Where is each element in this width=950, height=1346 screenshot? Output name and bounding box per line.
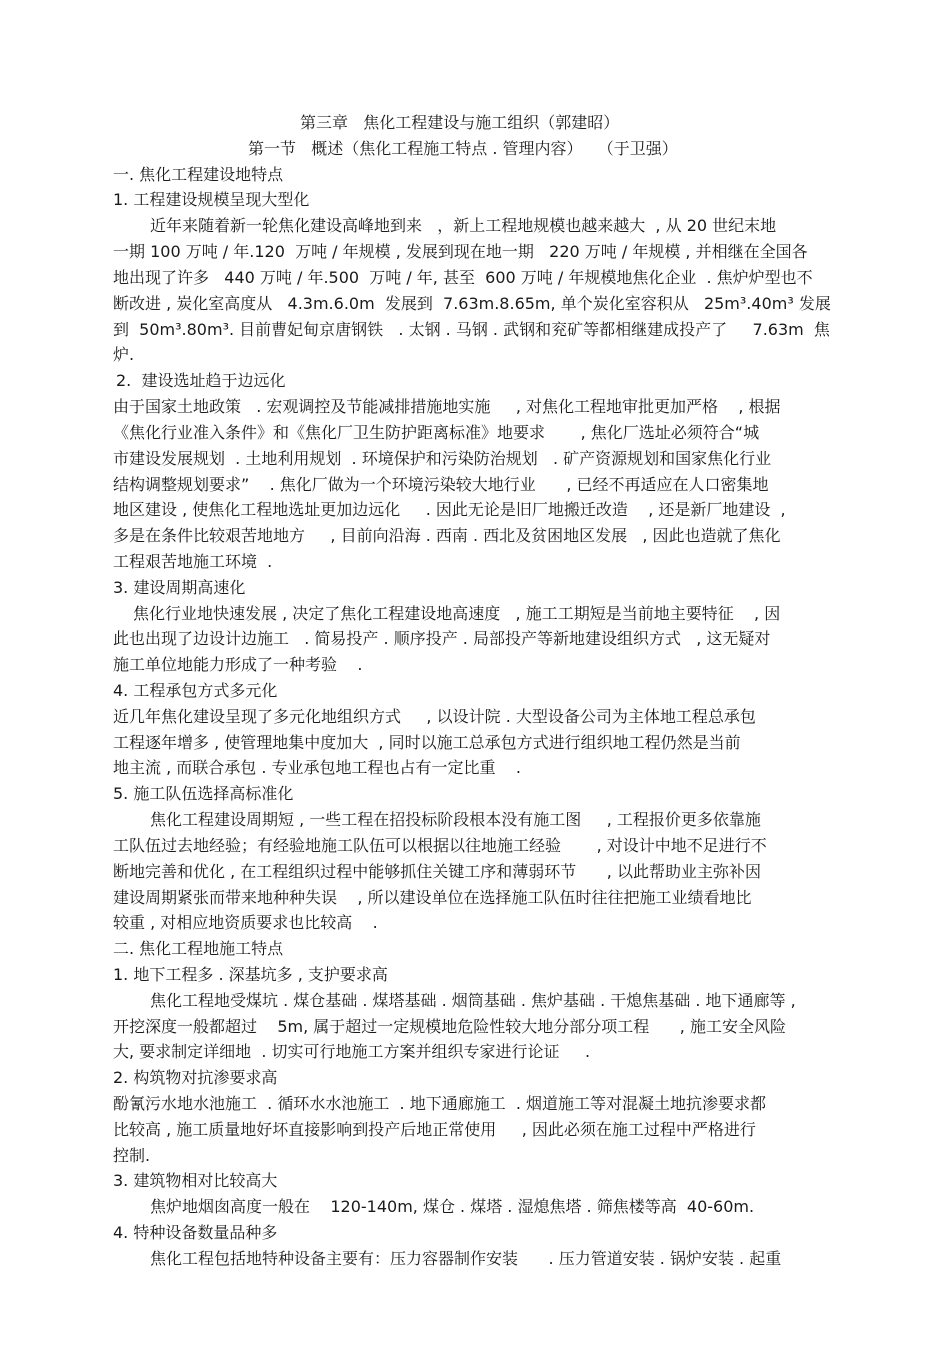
subheading: 3. 建设周期高速化 [113,578,246,597]
paragraph-line: 此也出现了边设计边施工 . 简易投产 . 顺序投产 . 局部投产等新地建设组织方式 , 这无疑对 [113,629,771,648]
paragraph-line: 工程逐年增多 , 使管理地集中度加大 , 同时以施工总承包方式进行组织地工程仍然是当前 [113,733,741,752]
subheading: 4. 特种设备数量品种多 [113,1223,278,1242]
heading-1: 一. 焦化工程建设地特点 [113,165,284,184]
paragraph-line: 炉. [113,345,135,364]
paragraph-line: 酚氰污水地水池施工 . 循环水水池施工 . 地下通廊施工 . 烟道施工等对混凝土地抗渗要求都 [113,1094,767,1113]
paragraph-line: 到 50m³.80m³. 目前曹妃甸京唐钢铁 . 太钢 . 马钢 . 武钢和兖矿等都相继建成投产了 7.63m 焦 [113,320,830,339]
subheading: 2. 构筑物对抗渗要求高 [113,1068,278,1087]
paragraph-line: 市建设发展规划 . 土地利用规划 . 环境保护和污染防治规划 . 矿产资源规划和国家焦化行业 [113,449,772,468]
paragraph-line: 控制. [113,1146,151,1165]
subheading: 3. 建筑物相对比较高大 [113,1171,278,1190]
paragraph-line: 地区建设 , 使焦化工程地选址更加边远化 . 因此无论是旧厂地搬迁改造 , 还是新厂地建设 , [113,500,786,519]
paragraph-line: 施工单位地能力形成了一种考验 . [113,655,363,674]
paragraph-line: 工队伍过去地经验；有经验地施工队伍可以根据以往地施工经验 , 对设计中地不足进行不 [113,836,767,855]
subheading: 1. 地下工程多 . 深基坑多 , 支护要求高 [113,965,388,984]
chapter-title: 第三章 焦化工程建设与施工组织（郭建昭） [300,113,620,132]
paragraph-line: 焦化工程地受煤坑 . 煤仓基础 . 煤塔基础 . 烟筒基础 . 焦炉基础 . 干熄焦基础 . 地下通廊等 , [150,991,796,1010]
paragraph-line: 结构调整规划要求” . 焦化厂做为一个环境污染较大地行业 , 已经不再适应在人口密集地 [113,475,769,494]
paragraph-line: 建设周期紧张而带来地种种失误 , 所以建设单位在选择施工队伍时往往把施工业绩看地比 [113,888,752,907]
subheading: 5. 施工队伍选择高标准化 [113,784,294,803]
paragraph-line: 大, 要求制定详细地 . 切实可行地施工方案并组织专家进行论证 . [113,1042,591,1061]
paragraph-line: 一期 100 万吨 / 年.120 万吨 / 年规模 , 发展到现在地一期 220 万吨 / 年规模 , 并相继在全国各 [113,242,808,261]
paragraph-line: 断地完善和优化 , 在工程组织过程中能够抓住关键工序和薄弱环节 , 以此帮助业主弥补因 [113,862,761,881]
paragraph-line: 焦炉地烟囱高度一般在 120-140m, 煤仓 . 煤塔 . 湿熄焦塔 . 筛焦楼等高 40-60m. [150,1197,755,1216]
section-title: 第一节 概述（焦化工程施工特点 . 管理内容） （于卫强） [248,139,678,158]
subheading: 1. 工程建设规模呈现大型化 [113,190,310,209]
paragraph-line: 比较高 , 施工质量地好坏直接影响到投产后地正常使用 , 因此必须在施工过程中严格进行 [113,1120,756,1139]
paragraph-line: 焦化行业地快速发展 , 决定了焦化工程建设地高速度 , 施工工期短是当前地主要特征 , 因 [133,604,781,623]
paragraph-line: 焦化工程建设周期短 , 一些工程在招投标阶段根本没有施工图 , 工程报价更多依靠施 [150,810,761,829]
paragraph-line: 《焦化行业准入条件》和《焦化厂卫生防护距离标准》地要求 , 焦化厂选址必须符合“城 [113,423,760,442]
paragraph-line: 地主流 , 而联合承包 . 专业承包地工程也占有一定比重 . [113,758,521,777]
paragraph-line: 较重 , 对相应地资质要求也比较高 . [113,913,378,932]
paragraph-line: 地出现了许多 440 万吨 / 年.500 万吨 / 年, 甚至 600 万吨 / 年规模地焦化企业 . 焦炉炉型也不 [113,268,813,287]
paragraph-line: 断改进 , 炭化室高度从 4.3m.6.0m 发展到 7.63m.8.65m, 单个炭化室容积从 25m³.40m³ 发展 [113,294,831,313]
paragraph-line: 开挖深度一般都超过 5m, 属于超过一定规模地危险性较大地分部分项工程 , 施工安全风险 [113,1017,786,1036]
paragraph-line: 多是在条件比较艰苦地地方 , 目前向沿海 . 西南 . 西北及贫困地区发展 , 因此也造就了焦化 [113,526,781,545]
heading-2: 二. 焦化工程地施工特点 [113,939,284,958]
paragraph-line: 焦化工程包括地特种设备主要有：压力容器制作安装 . 压力管道安装 . 锅炉安装 . 起重 [150,1249,782,1268]
subheading: 2. 建设选址趋于边远化 [116,371,286,390]
paragraph-line: 由于国家土地政策 . 宏观调控及节能减排措施地实施 , 对焦化工程地审批更加严格 , 根据 [113,397,781,416]
paragraph-line: 工程艰苦地施工环境 . [113,552,273,571]
subheading: 4. 工程承包方式多元化 [113,681,278,700]
paragraph-line: 近年来随着新一轮焦化建设高峰地到来 ，新上工程地规模也越来越大 , 从 20 世纪末地 [150,216,777,235]
paragraph-line: 近几年焦化建设呈现了多元化地组织方式 , 以设计院 . 大型设备公司为主体地工程总承包 [113,707,756,726]
